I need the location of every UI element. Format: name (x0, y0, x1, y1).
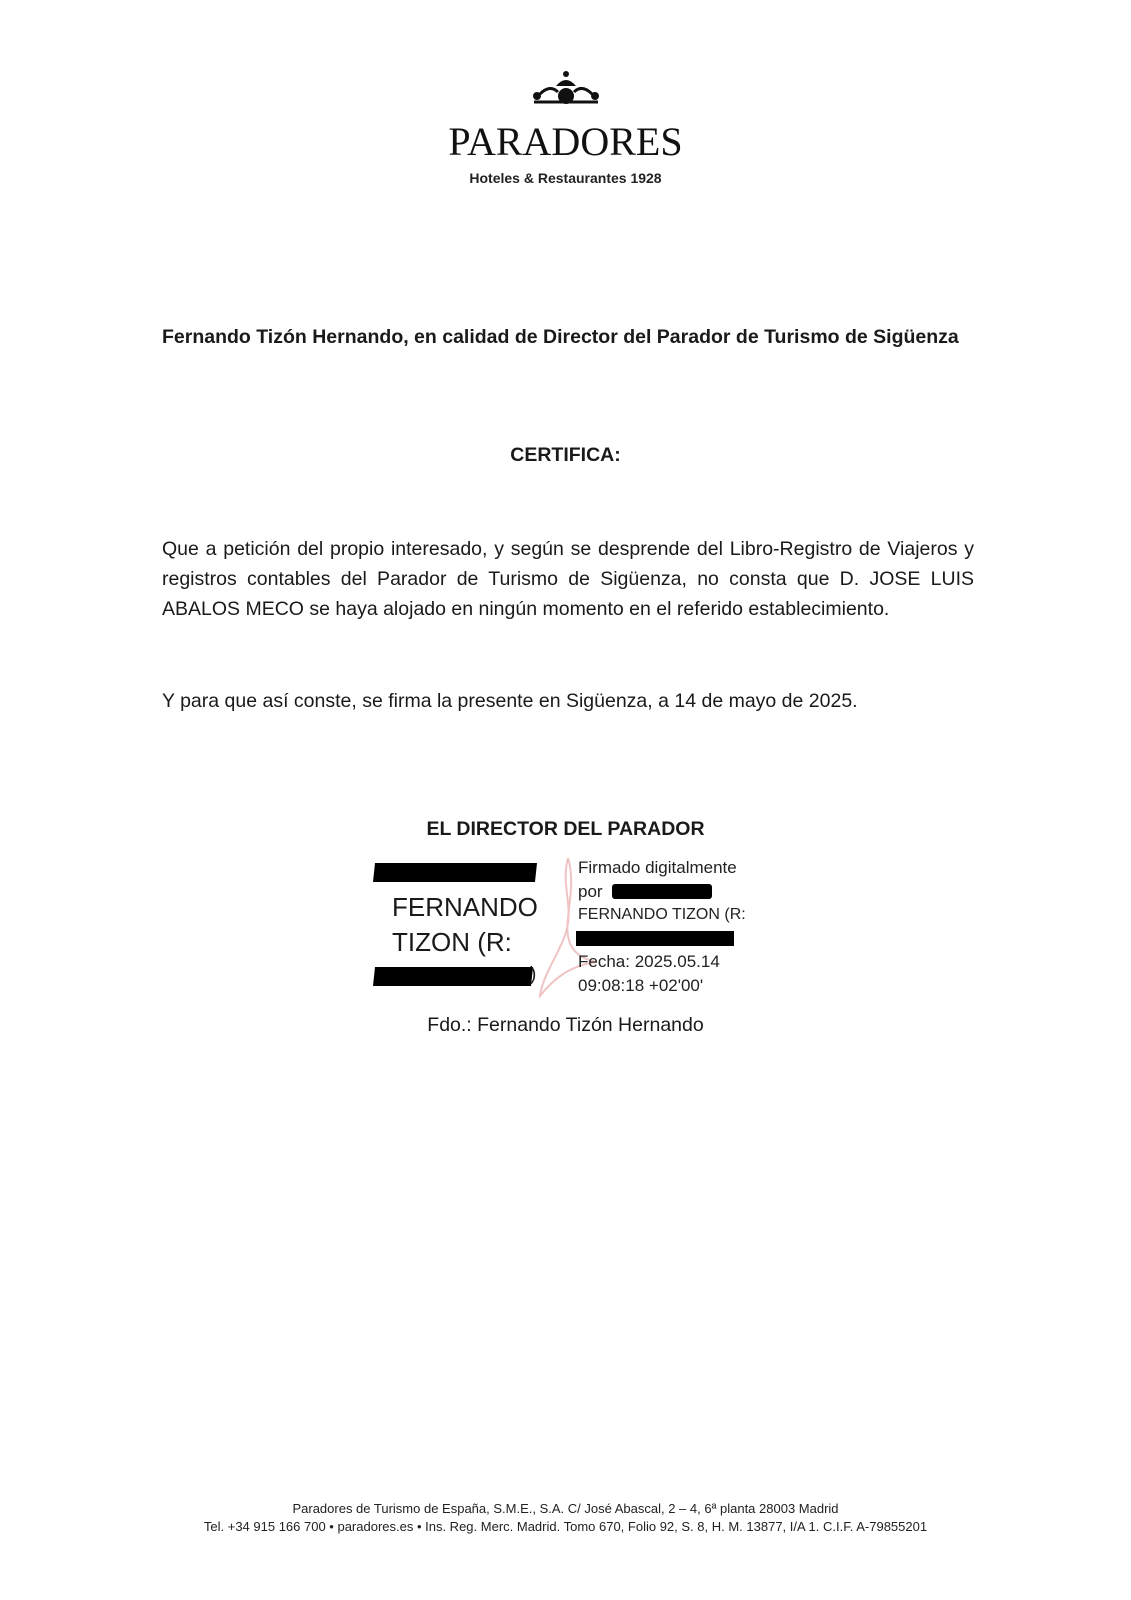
logo-wordmark: PARADORES (448, 119, 683, 164)
digital-sign-date: Fecha: 2025.05.14 (578, 952, 720, 971)
footer-address: Paradores de Turismo de España, S.M.E., S.A. C/ José Abascal, 2 – 4, 6ª planta 28003 Madrid (292, 1501, 839, 1516)
certifica-heading: CERTIFICA: (510, 444, 621, 466)
closing-statement: Y para que así conste, se firma la presente en Sigüenza, a 14 de mayo de 2025. (162, 690, 858, 712)
digital-sign-time: 09:08:18 +02'00' (578, 976, 704, 995)
redaction-bar (576, 931, 734, 946)
digital-sign-line2: por (578, 882, 603, 901)
digital-sign-line1: Firmado digitalmente (578, 858, 737, 877)
signed-by-line: Fdo.: Fernando Tizón Hernando (427, 1014, 704, 1036)
signature-name-paren: ) (530, 964, 537, 985)
digital-sign-line3: FERNANDO TIZON (R: (578, 906, 746, 923)
redaction-bar (373, 967, 533, 986)
paradores-crown-icon (530, 70, 602, 108)
redaction-bar (612, 884, 712, 899)
signature-name-line1: FERNANDO (392, 892, 538, 922)
redaction-bar (373, 863, 537, 882)
signature-name-line2: TIZON (R: (392, 927, 512, 957)
footer-contact: Tel. +34 915 166 700 • paradores.es • Ins. Reg. Merc. Madrid. Tomo 670, Folio 92, S. 8, H. M. 13877, I/A 1. C.I.F. A-79855201 (203, 1519, 928, 1534)
intro-statement: Fernando Tizón Hernando, en calidad de Director del Parador de Turismo de Sigüenza (162, 326, 959, 348)
signature-title: EL DIRECTOR DEL PARADOR (426, 818, 705, 840)
certification-paragraph: Que a petición del propio interesado, y según se desprende del Libro-Registro de Viajeros y registros contables del Parador de Turismo de Sigüenza, no consta que D. JOSE LUIS ABALOS MECO se haya alojado en ningún momento en el referido establecimiento. (162, 538, 974, 620)
logo-subtitle: Hoteles & Restaurantes 1928 (469, 170, 662, 186)
